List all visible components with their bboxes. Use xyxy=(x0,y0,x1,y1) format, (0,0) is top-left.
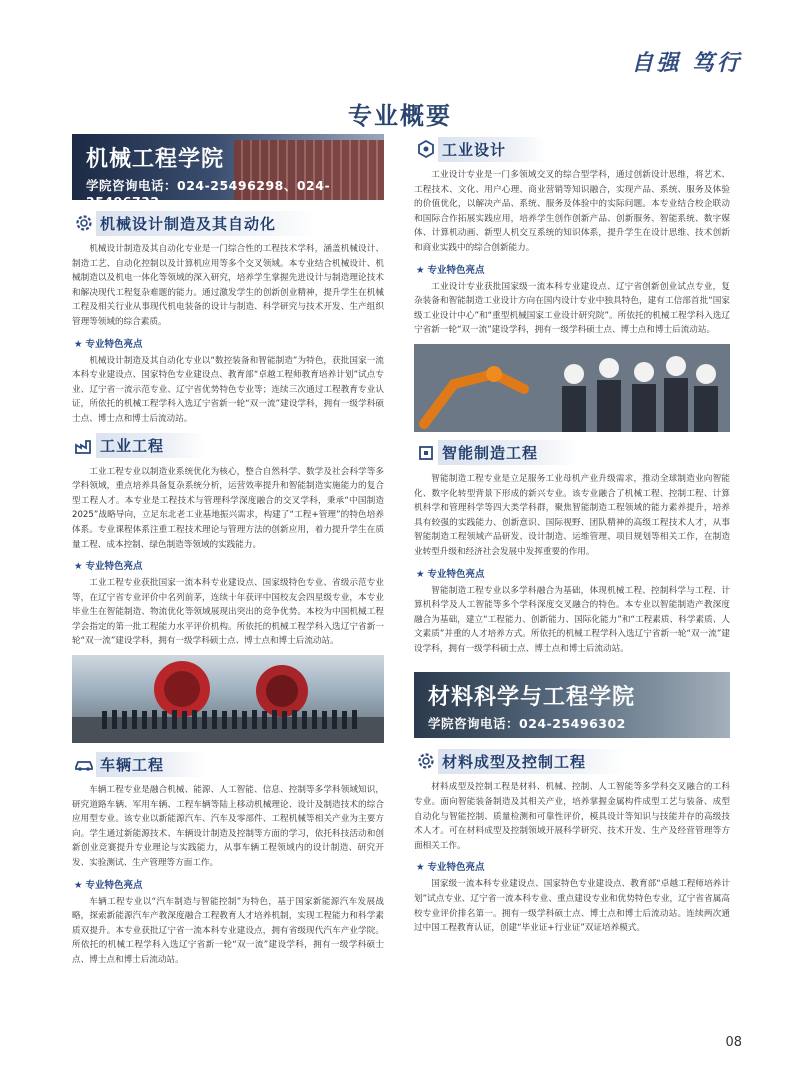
section-header xyxy=(414,440,730,466)
college-title: 材料科学与工程学院 xyxy=(428,685,636,711)
motto: 自强 笃行 xyxy=(631,50,742,76)
star-icon: ★ xyxy=(74,879,83,891)
factory-icon xyxy=(72,434,96,458)
highlight-text: 车辆工程专业以“汽车制造与智能控制”为特色，基于国家新能源汽车发展战略，探索新能源汽车产教深度融合工程教育人才培养机制，实现工程能力和科学素质双提升。本专业获批辽宁省一流本科专业建设点，拥有省级现代汽车产业学院。所依托的机械工程学科入选辽宁省新一轮“双一流”建设学科，拥有一级学科硕士点、博士点和博士后流动站。 xyxy=(72,896,384,965)
star-icon: ★ xyxy=(416,568,425,580)
design-icon xyxy=(414,137,438,161)
star-icon: ★ xyxy=(74,561,83,573)
highlight-label: ★ 专业特色亮点 xyxy=(74,338,143,350)
highlight-text: 智能制造工程专业以多学科融合为基础，体现机械工程、控制科学与工程、计算机科学及人工智能等多个学科深度交叉融合的特色。本专业以智能制造产教深度融合为基础，建立“工程能力、创新能力、国际化能力”和“工程素质、科学素质、人文素质”并重的人才培养方式。所依托的机械工程学科入选辽宁省新一轮“双一流”建设学科，拥有一级学科硕士点、博士点和博士后流动站。 xyxy=(414,585,730,654)
section-title: 智能制造工程 xyxy=(438,440,578,465)
highlight-label: ★ 专业特色亮点 xyxy=(416,862,485,874)
star-icon: ★ xyxy=(416,862,425,874)
left-column xyxy=(72,134,384,974)
college-title: 机械工程学院 xyxy=(86,147,225,172)
college-banner-mechanical xyxy=(72,134,384,209)
section-header xyxy=(72,210,384,236)
tunnel-machine-group-photo xyxy=(72,655,384,743)
star-icon: ★ xyxy=(416,264,425,276)
highlight-label: ★ 专业特色亮点 xyxy=(416,264,485,276)
gear-icon xyxy=(414,749,438,773)
section-title: 材料成型及控制工程 xyxy=(438,749,626,774)
college-banner-materials xyxy=(414,672,730,738)
star-icon: ★ xyxy=(74,338,83,350)
section-intro: 工业工程专业以制造业系统优化为核心，整合自然科学、数学及社会科学等多学科领域，重点培养具备复杂系统分析，运营效率提升和智能制造实施能力的复合型工程人才。本专业是工程技术与管理科学深度融合的交叉学科，秉承“中国制造2025”战略导向，立足东北老工业基地振兴需求，构建了“工程+管理”的特色培养体系。专业课程体系注重工程技术理论与管理方法的创新应用，着力提升学生在质量工程、成本控制、绿色制造等领域的实践能力。 xyxy=(72,466,384,550)
highlight-label: ★ 专业特色亮点 xyxy=(74,879,143,891)
section-header xyxy=(72,433,384,459)
chip-icon xyxy=(414,441,438,465)
section-header xyxy=(414,748,730,774)
section-title: 机械设计制造及其自动化 xyxy=(96,211,316,236)
right-column xyxy=(414,134,730,942)
section-title: 工业工程 xyxy=(96,433,204,458)
college-phone: 学院咨询电话：024-25496302 xyxy=(428,716,626,732)
section-intro: 智能制造工程专业是立足服务工业母机产业升级需求，推动全球制造业向智能化、数字化转型背景下形成的新兴专业。该专业融合了机械工程、控制工程、计算机科学和管理科学等四大类学科群，聚焦智能制造工程领域的能力素养提升，培养具有较强的实践能力、创新意识、国际视野、团队精神的高级工程技术人才，从事智能制造工程领域产品研发、设计制造、运维管理、项目规划等相关工作，在制造业转型升级和经济社会发展中发挥重要的作用。 xyxy=(414,473,730,557)
highlight-label: ★ 专业特色亮点 xyxy=(74,561,143,573)
section-header xyxy=(72,751,384,777)
college-phone: 学院咨询电话：024-25496298、024-25496732 xyxy=(86,178,331,209)
section-intro: 工业设计专业是一门多领域交叉的综合型学科，通过创新设计思维，将艺术、工程技术、文化、用户心理、商业营销等知识融合，实现产品、系统、服务及体验的价值优化，以解决产品、系统、服务及体验中的实际问题。本专业结合校企联动和国际合作拓展实践应用，培养学生创作创新产品、创新服务、智能系统、数字媒体、计算机动画、新型人机交互系统的知识体系，提升学生在设计思维、技术创新和商业实践中的综合创新能力。 xyxy=(414,170,730,253)
highlight-text: 工业工程专业获批国家一流本科专业建设点、国家级特色专业、省级示范专业等，在辽宁省专业评价中名列前茅，连续十年获评中国校友会四星级专业，本专业毕业生在智能制造、物流优化等领域展现出突出的竞争优势。本校为中国机械工程学会指定的第一批工程能力水平评价机构。所依托的机械工程学科入选辽宁省新一轮“双一流”建设学科，拥有一级学科硕士点、博士点和博士后流动站。 xyxy=(72,578,384,647)
highlight-text: 工业设计专业获批国家级一流本科专业建设点、辽宁省创新创业试点专业，复杂装备和智能制造工业设计方向在国内设计专业中独具特色，建有工信部首批“国家级工业设计中心”和“重型机械国家工业设计研究院”。所依托的机械工程学科入选辽宁省新一轮“双一流”建设学科，拥有一级学科硕士点、博士点和博士后流动站。 xyxy=(414,281,730,336)
section-intro: 机械设计制造及其自动化专业是一门综合性的工程技术学科，涵盖机械设计、制造工艺、自动化控制以及计算机应用等多个交叉领域。本专业结合机械设计、机械制造以及机电一体化等领域的深入研究，培养学生掌握先进设计与制造理论技术和解决现代工程复杂难题的能力。通过激发学生的创新创业精神，提升学生在机械工程及相关行业从事现代机电装备的设计与制造、科学研究与技术开发、生产组织管理等领域的综合素质。 xyxy=(72,244,384,327)
highlight-text: 国家级一流本科专业建设点、国家特色专业建设点、教育部“卓越工程师培养计划”试点专业、辽宁省一流本科专业、重点建设专业和优势特色专业，辽宁省省属高校专业评价排名第一。拥有一级学科硕士点、博士点和博士后流动站。连续两次通过中国工程教育认证，创建“毕业证+行业证”双证培养模式。 xyxy=(414,879,730,934)
robot-lab-photo xyxy=(414,344,730,432)
section-title: 工业设计 xyxy=(438,137,546,162)
section-header xyxy=(414,136,730,162)
highlight-text: 机械设计制造及其自动化专业以“数控装备和智能制造”为特色，获批国家一流本科专业建设点、国家特色专业建设点、教育部“卓越工程师教育培养计划”试点专业、辽宁省一流示范专业、辽宁省优势特色专业等；连续三次通过工程教育专业认证，所依托的机械工程学科入选辽宁省新一轮“双一流”建设学科，拥有一级学科硕士点、博士点和博士后流动站。 xyxy=(72,355,384,424)
section-title: 车辆工程 xyxy=(96,752,204,777)
page-number: 08 xyxy=(725,1035,742,1050)
section-intro: 车辆工程专业是融合机械、能源、人工智能、信息、控制等多学科领域知识，研究道路车辆、军用车辆、工程车辆等陆上移动机械理论、设计及制造技术的综合应用型专业。该专业以新能源汽车、汽车及零部件、工程机械等相关产业为主要方向。学生通过新能源技术、车辆设计制造及控制等方面的学习，依托科技活动和创新创业竞赛提升专业理论与实践能力，从事车辆工程领域内的设计制造、研究开发、实验测试、生产管理等方面工作。 xyxy=(72,785,384,869)
highlight-label: ★ 专业特色亮点 xyxy=(416,568,485,580)
car-icon xyxy=(72,752,96,776)
gear-icon xyxy=(72,211,96,235)
page-title: 专业概要 xyxy=(348,102,452,130)
section-intro: 材料成型及控制工程是材料、机械、控制、人工智能等多学科交叉融合的工科专业。面向智能装备制造及其相关产业，培养掌握金属构件成型工艺与装备、成型自动化与智能控制、质量检测和可靠性评价，模具设计等知识与技能并存的高级技术人才。可在材料成型及控制领域开展科学研究、技术开发、生产及经营管理等方面相关工作。 xyxy=(414,782,730,851)
